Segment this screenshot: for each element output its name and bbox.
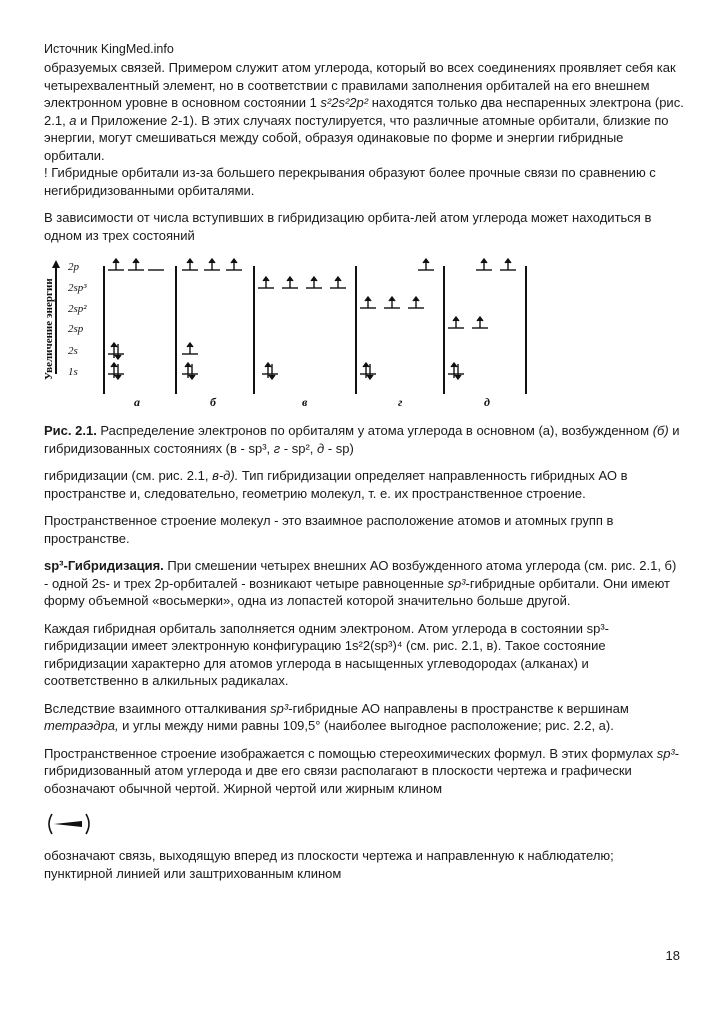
p6-bold: sp³-Гибридизация.: [44, 558, 164, 573]
paragraph-3: В зависимости от числа вступивших в гибридизацию орбита-лей атом углерода может находиться в одном из трех состояний: [44, 210, 652, 243]
energy-axis-label: Увеличение энергии: [43, 278, 55, 380]
p9-text-a: Пространственное строение изображается с помощью стереохимических формул. В этих формулах: [44, 745, 657, 761]
source-header: Источник KingMed.info: [44, 42, 174, 56]
caption-g: г: [273, 440, 281, 456]
level-label-2sp3: 2sp³: [68, 282, 87, 294]
paragraph-2: ! Гибридные орбитали из-за большего перекрывания образуют более прочные связи по сравнению с негибридизованными орбиталями.: [44, 165, 656, 198]
p6-text-b: -гибридные орбитали. Они имеют форму объемной «восьмерки», одна из лопастей которой значительно больше другой.: [44, 575, 671, 608]
caption-text2: и гибридизованных состояниях (в - sp³,: [44, 423, 680, 456]
panel-label-g: г: [398, 395, 403, 409]
paragraph-1: [44, 59, 684, 164]
p8-text-a: Вследствие взаимного отталкивания: [44, 700, 271, 716]
level-label-2sp2: 2sp²: [68, 303, 87, 315]
p1-text-b: находятся только два неспаренных электрона (рис. 2.1,: [44, 95, 684, 128]
orbital-diagram: [40, 254, 540, 414]
level-label-2s: 2s: [68, 345, 78, 357]
paragraph-10: обозначают связь, выходящую вперед из плоскости чертежа и направленную к наблюдателю; пунктирной линией или заштрихованным клином: [44, 848, 614, 881]
paragraph-5: Пространственное строение молекул - это взаимное расположение атомов и атомных групп в пространстве.: [44, 513, 614, 546]
bold-wedge-symbol: [44, 811, 684, 837]
p4-text-a: гибридизации (см. рис. 2.1,: [44, 468, 213, 483]
p8-ital: sp³: [270, 700, 289, 716]
paragraph-6: [44, 557, 684, 610]
p8-ital2: тетраэдра,: [44, 718, 119, 733]
page-content: [44, 40, 684, 882]
p1-text-c: и Приложение 2-1). В этих случаях постулируется, что различные атомные орбитали, близкие по энергии, могут смешиваться между собой, образуя одинаковые по форме и энергии гибридные орбитали.: [44, 112, 669, 163]
p6-text-a: При смешении четырех внешних АО возбужденного атома углерода (см. рис. 2.1, б) - одной 2s- и трех 2p-орбиталей - возникают четыре равноценные: [44, 558, 677, 591]
panel-label-b: б: [210, 395, 216, 409]
panel-label-v: в: [302, 395, 308, 409]
caption-d: д: [317, 440, 325, 456]
level-label-1s: 1s: [68, 366, 78, 378]
caption-text4: - sp): [324, 440, 354, 456]
p9-text-b: -гибридизованный атом углерода и две его связи располагают в плоскости чертежа и графически обозначают обычной чертой. Жирной чертой или жирным клином: [44, 745, 680, 796]
caption-text: Распределение электронов по орбиталям у атома углерода в основном (а), возбужденном: [96, 423, 653, 438]
paragraph-8: [44, 700, 684, 735]
p1-config: s²2s²2p²: [320, 95, 369, 110]
caption-b: (б): [652, 423, 669, 438]
p1-text-a: образуемых связей. Примером служит атом углерода, который во всех соединениях проявляет себя как четырехвалентный элемент, но в соответствии с правилами заполнения орбиталей на его внешнем электронном уровне в основном состоянии 1: [44, 60, 676, 110]
p4-text-b: Тип гибридизации определяет направленность гибридных АО в пространстве и, следовательно, геометрию молекул, т. е. их пространственное строение.: [44, 468, 628, 501]
p8-text-c: и углы между ними равны 109,5° (наиболее выгодное расположение; рис. 2.2, а).: [118, 718, 614, 733]
p8-text-b: -гибридные АО направлены в пространстве к вершинам: [288, 700, 629, 716]
paragraph-4: [44, 467, 684, 502]
level-label-2sp: 2sp: [68, 323, 84, 335]
page-number: 18: [665, 948, 680, 963]
figure-caption: [44, 422, 684, 457]
panel-label-a: а: [134, 395, 140, 409]
panel-label-d: д: [484, 395, 490, 409]
level-label-2p: 2p: [68, 261, 79, 273]
p9-ital: sp³: [656, 745, 675, 761]
p4-ital: в-д).: [212, 468, 239, 483]
caption-label: Рис. 2.1.: [44, 423, 97, 438]
p6-ital: sp³: [447, 575, 466, 591]
paragraph-9: [44, 745, 684, 798]
paragraph-7: Каждая гибридная орбиталь заполняется одним электроном. Атом углерода в состоянии sp³-гибридизации имеет электронную конфигурацию 1s²2(sp³)⁴ (см. рис. 2.1, в). Такое состояние гибридизации характерно для атомов углерода в насыщенных углеводородах (алканах) и соответственно в алкильных радикалах.: [44, 620, 609, 688]
p1-ital: а: [69, 112, 77, 128]
bold-wedge-icon: [44, 811, 94, 837]
caption-text3: - sp²,: [280, 440, 318, 456]
